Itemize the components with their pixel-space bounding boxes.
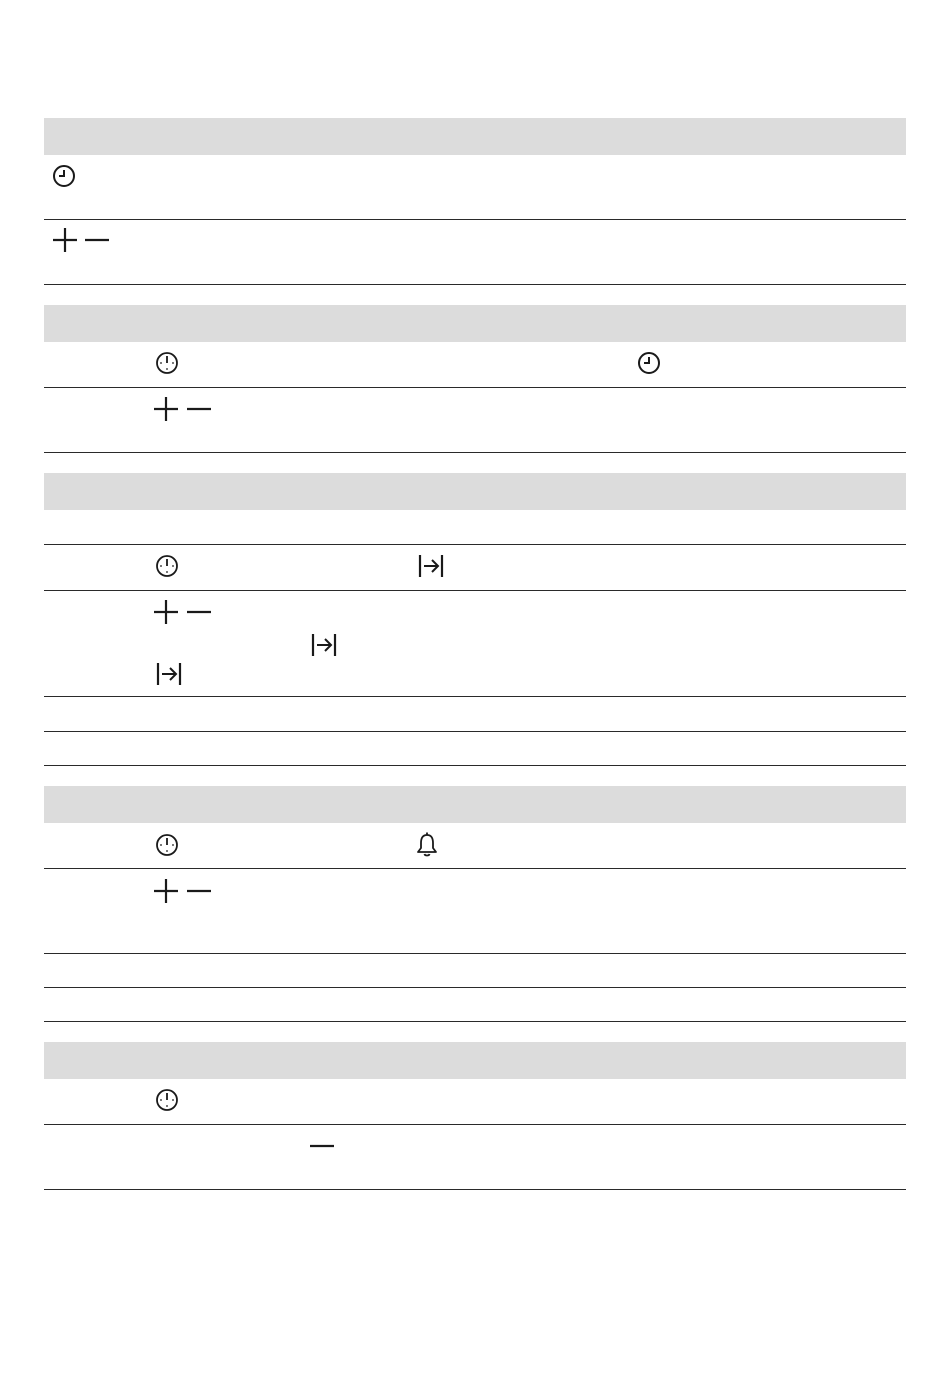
timer-dial-icon bbox=[152, 348, 182, 378]
row-divider bbox=[44, 731, 906, 732]
minus-icon bbox=[307, 1131, 337, 1161]
plus-icon bbox=[151, 597, 181, 627]
row-divider bbox=[44, 987, 906, 988]
bell-icon bbox=[412, 830, 442, 860]
minus-icon bbox=[184, 394, 214, 424]
time-of-day-clock-icon bbox=[634, 348, 664, 378]
section-header-count-up-timer bbox=[44, 1042, 906, 1079]
row-divider bbox=[44, 544, 906, 545]
row-divider bbox=[44, 1189, 906, 1190]
end-time-arrow-icon bbox=[154, 659, 184, 689]
minus-icon bbox=[82, 225, 112, 255]
timer-dial-icon bbox=[152, 830, 182, 860]
row-divider bbox=[44, 284, 906, 285]
timer-dial-icon bbox=[152, 551, 182, 581]
section-header-clock-setting bbox=[44, 118, 906, 155]
row-divider bbox=[44, 696, 906, 697]
instruction-page bbox=[44, 0, 906, 1374]
row-divider bbox=[44, 1021, 906, 1022]
plus-icon bbox=[50, 225, 80, 255]
end-time-arrow-icon bbox=[309, 630, 339, 660]
row-divider bbox=[44, 219, 906, 220]
section-header-end-time bbox=[44, 473, 906, 510]
end-time-arrow-icon bbox=[416, 551, 446, 581]
minus-icon bbox=[184, 597, 214, 627]
row-divider bbox=[44, 387, 906, 388]
timer-dial-icon bbox=[152, 1085, 182, 1115]
section-header-minute-minder bbox=[44, 786, 906, 823]
row-divider bbox=[44, 1124, 906, 1125]
plus-icon bbox=[151, 394, 181, 424]
row-divider bbox=[44, 765, 906, 766]
minus-icon bbox=[184, 876, 214, 906]
row-divider bbox=[44, 953, 906, 954]
row-divider bbox=[44, 868, 906, 869]
row-divider bbox=[44, 452, 906, 453]
row-divider bbox=[44, 590, 906, 591]
time-of-day-clock-icon bbox=[49, 161, 79, 191]
plus-icon bbox=[151, 876, 181, 906]
section-header-duration bbox=[44, 305, 906, 342]
